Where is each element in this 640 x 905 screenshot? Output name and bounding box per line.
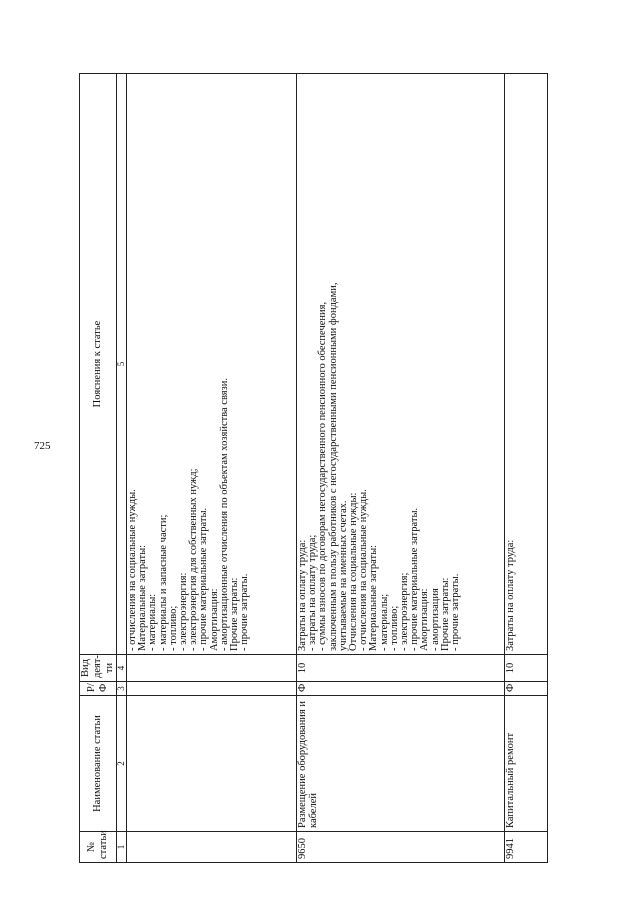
rotated-table-container <box>79 73 548 863</box>
article-id: 9941 <box>505 832 548 863</box>
explanation-line: - материалы; <box>378 593 390 651</box>
explanation-line: - прочие затраты. <box>239 573 251 651</box>
explanation-line: - топливо; <box>167 605 179 651</box>
explanation-line: Затраты на оплату труда: <box>505 539 516 651</box>
article-name: Капитальный ремонт <box>505 696 548 832</box>
explanation-line: Материальные затраты: <box>137 544 149 651</box>
article-id: 9650 <box>297 832 505 863</box>
explanation-line: - амортизационные отчисления по объектам хозяйства связи. <box>218 378 230 651</box>
explanation-line: Отчисления на социальные нужды: <box>348 492 360 651</box>
article-name <box>127 696 297 832</box>
header-explanation: Пояснения к статье <box>80 74 117 655</box>
explanation-line: - прочие затраты. <box>450 573 462 651</box>
article-rf: Ф <box>297 682 505 696</box>
explanation-line: - амортизация <box>429 588 441 651</box>
column-number: 4 <box>117 655 127 682</box>
column-number-row <box>117 74 127 863</box>
articles-table <box>79 73 548 863</box>
explanation-line: Материальные затраты: <box>368 544 380 651</box>
page-number: 725 <box>34 440 51 452</box>
header-article-name: Наименование статьи <box>80 696 117 832</box>
explanation-line: - электроэнергия для собственных нужд; <box>188 468 200 651</box>
explanation-line: Прочие затраты: <box>439 577 451 651</box>
article-name: Размещение оборудования и кабелей <box>297 696 505 832</box>
column-number: 2 <box>117 696 127 832</box>
explanation-line: Затраты на оплату труда: <box>297 539 308 651</box>
table-row <box>505 74 548 863</box>
explanation-line: - электроэнергия; <box>399 572 411 651</box>
explanation-line: - топливо; <box>388 605 400 651</box>
explanation-line: Амортизация: <box>419 588 431 651</box>
explanation-line: - материалы и запасные части; <box>157 514 169 651</box>
column-number: 1 <box>117 832 127 863</box>
article-explanation <box>127 74 297 655</box>
column-number: 5 <box>117 74 127 655</box>
explanation-line: - прочие материальные затраты. <box>409 507 421 651</box>
explanation-line: - затраты на оплату труда; <box>307 534 319 651</box>
header-row <box>80 74 117 863</box>
header-rf: Р/ Ф <box>80 682 117 696</box>
article-activity <box>127 655 297 682</box>
article-activity: 10 <box>297 655 505 682</box>
explanation-line: - электроэнергия: <box>178 572 190 651</box>
explanation-line: - отчисления на социальные нужды. <box>358 489 370 651</box>
explanation-line: заключенным в пользу работников с негосударственными пенсионными фондами, <box>327 282 339 651</box>
explanation-line: - отчисления на социальные нужды. <box>127 489 138 651</box>
article-activity: 10 <box>505 655 548 682</box>
explanation-line: Прочие затраты: <box>229 577 241 651</box>
header-article-no: № статьи <box>80 832 117 863</box>
explanation-line: - материалы: <box>147 593 159 651</box>
explanation-line: - суммы взносов по договорам негосударственного пенсионного обеспечения, <box>317 301 329 651</box>
table-row <box>297 74 505 863</box>
article-id <box>127 832 297 863</box>
article-explanation <box>505 74 548 655</box>
article-rf <box>127 682 297 696</box>
column-number: 3 <box>117 682 127 696</box>
explanation-line: учитываемые на именных счетах. <box>337 500 349 651</box>
table-row <box>127 74 297 863</box>
explanation-line: - прочие материальные затраты. <box>198 507 210 651</box>
header-activity: Вид деят-ти <box>80 655 117 682</box>
article-rf: Ф <box>505 682 548 696</box>
article-explanation <box>297 74 505 655</box>
explanation-line: Амортизация: <box>208 588 220 651</box>
